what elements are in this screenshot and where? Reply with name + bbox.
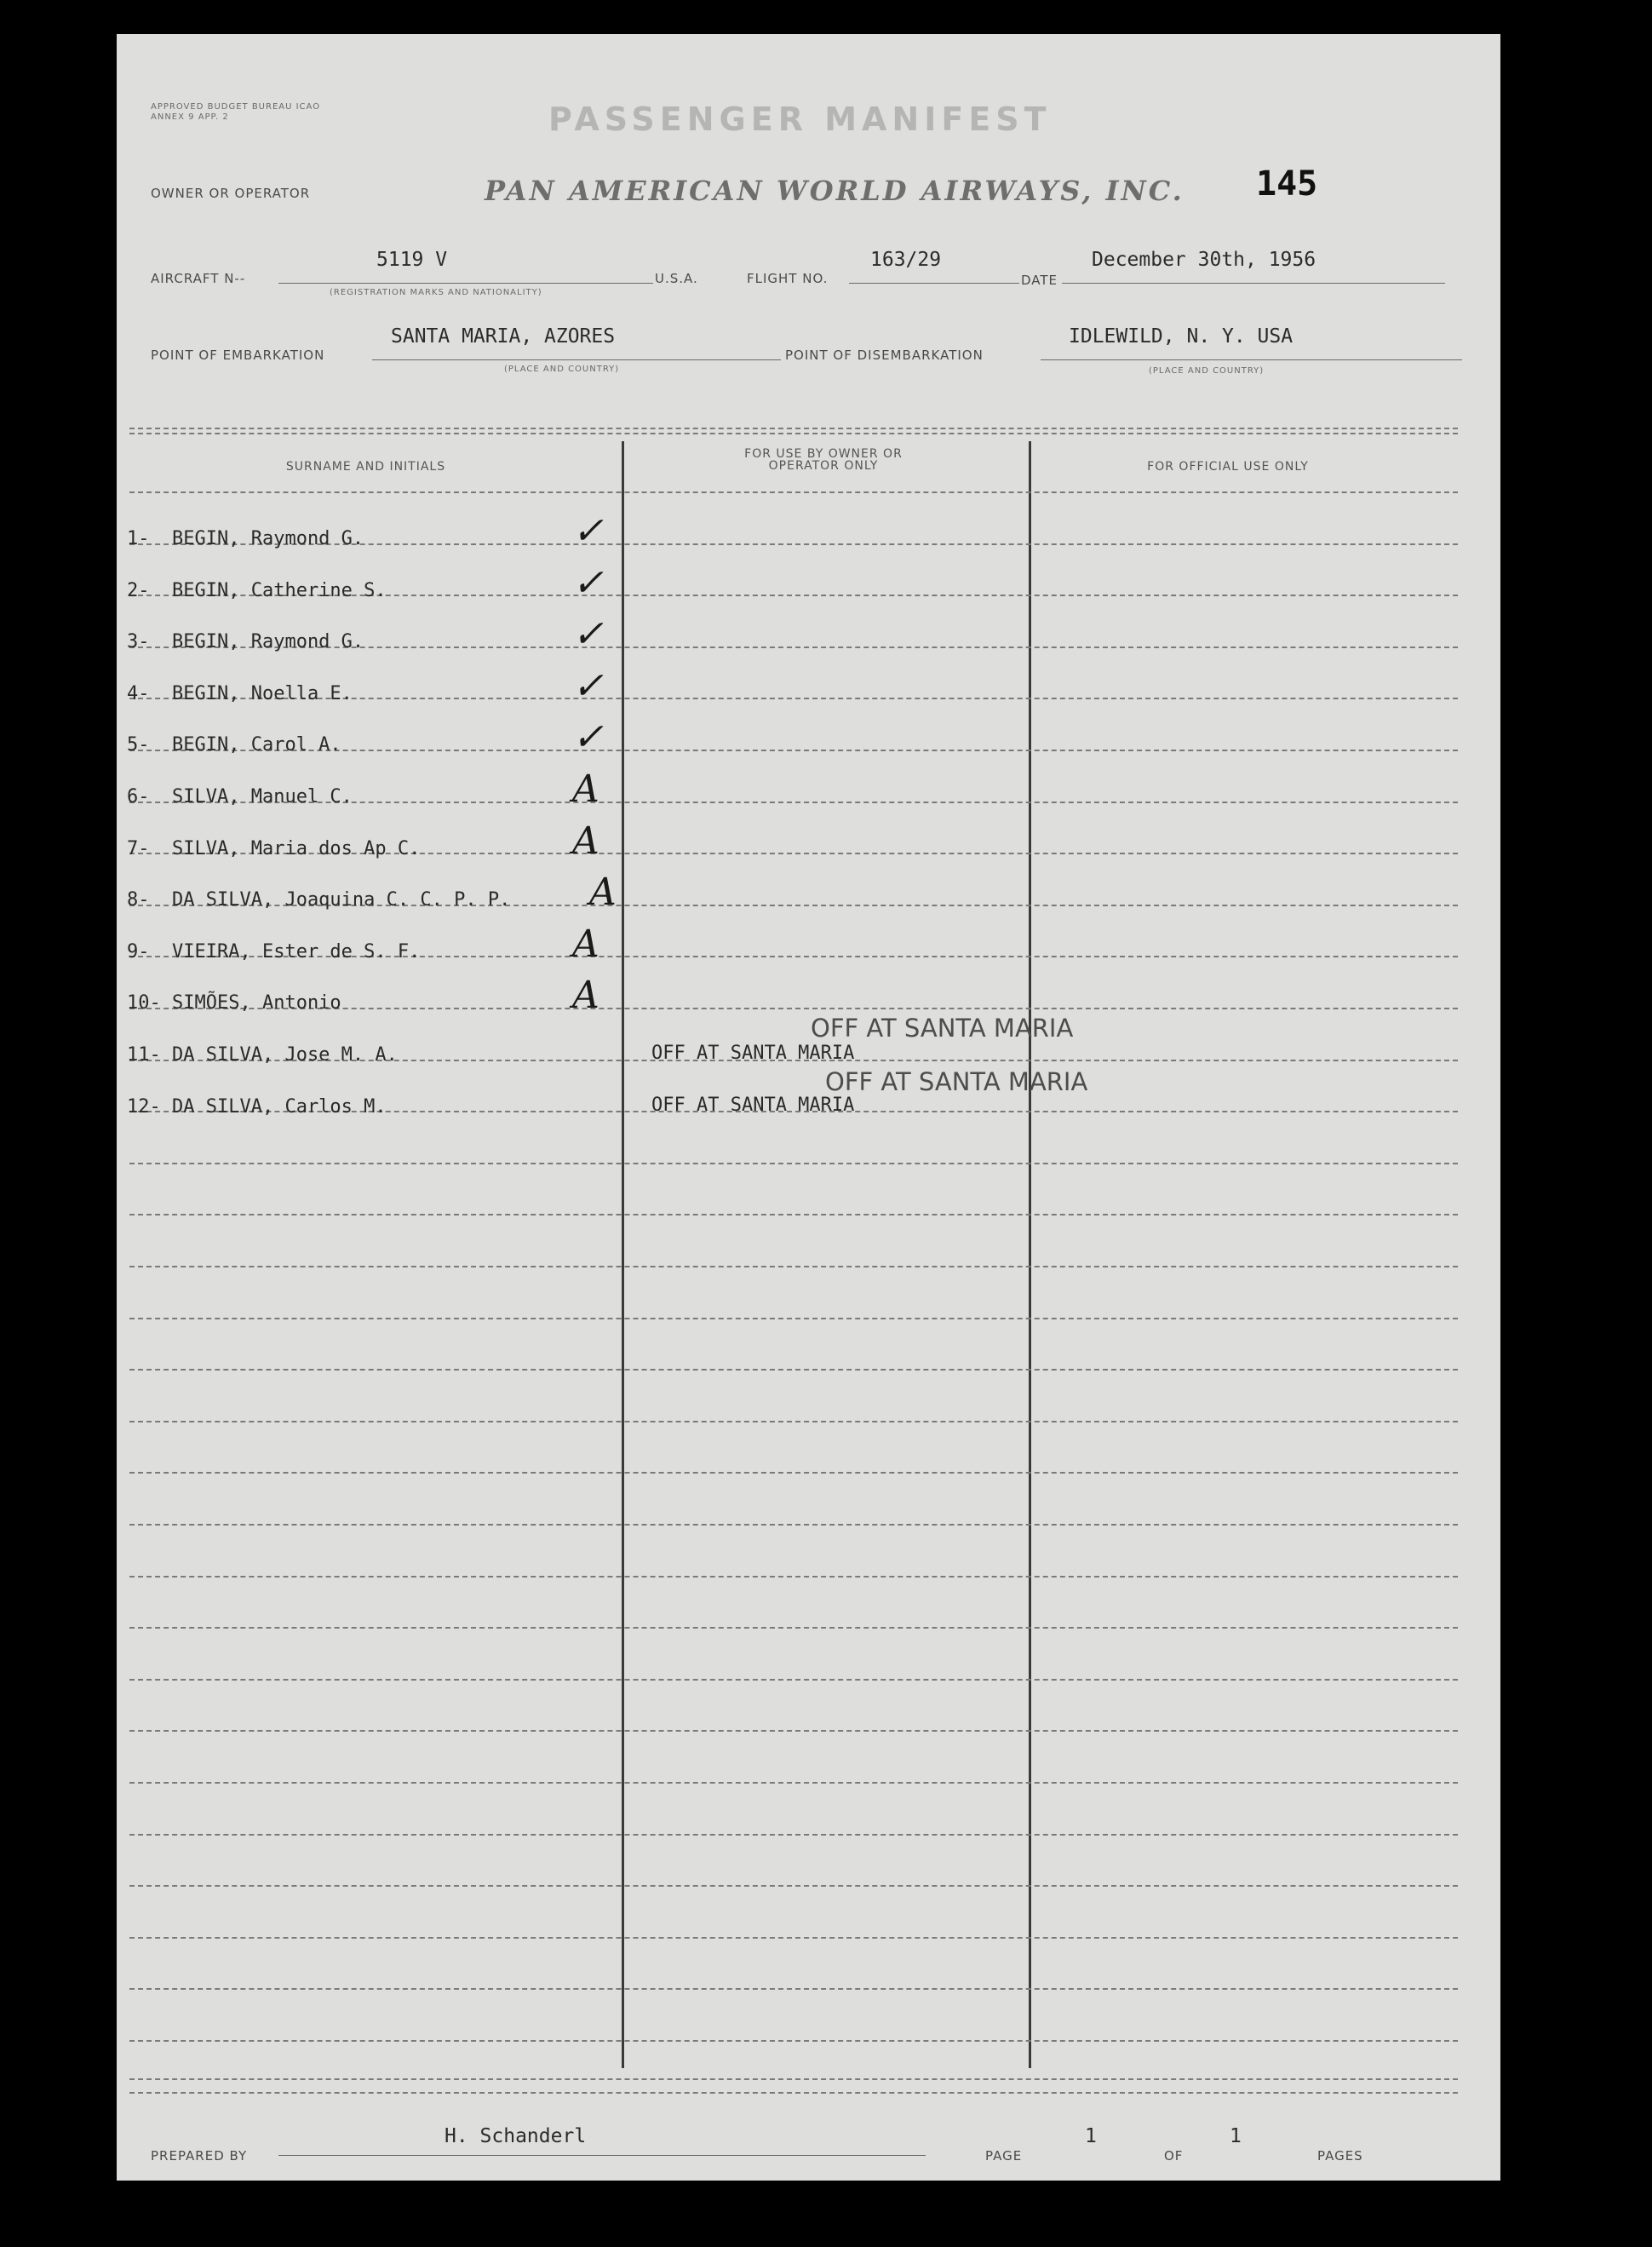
passenger-name: SILVA, Maria dos Ap C. xyxy=(172,837,421,859)
of-label: OF xyxy=(1164,2148,1184,2164)
page-stamp-number: 145 xyxy=(1256,164,1318,204)
passenger-name: BEGIN, Noella E. xyxy=(172,682,353,704)
prepared-by-underline xyxy=(278,2155,926,2156)
passenger-remark: OFF AT SANTA MARIA xyxy=(651,1043,855,1064)
row-rule xyxy=(129,1730,1458,1732)
check-mark: A xyxy=(572,922,599,966)
row-rule xyxy=(129,1885,1458,1887)
pages-label: PAGES xyxy=(1317,2148,1363,2164)
passenger-name: BEGIN, Catherine S. xyxy=(172,579,387,601)
check-mark: ✓ xyxy=(572,612,604,657)
row-rule xyxy=(129,1214,1458,1215)
disembarkation-value: IDLEWILD, N. Y. USA xyxy=(1069,325,1293,348)
row-rule xyxy=(129,1937,1458,1939)
flight-label: FLIGHT NO. xyxy=(747,271,829,286)
row-rule xyxy=(129,1576,1458,1577)
page-label: PAGE xyxy=(985,2148,1023,2164)
passenger-number: 4- xyxy=(127,682,150,704)
remark-stamp-1: OFF AT SANTA MARIA xyxy=(811,1014,1074,1043)
date-underline xyxy=(1062,283,1445,284)
footer-rule xyxy=(129,2078,1458,2080)
column-divider-2 xyxy=(1029,441,1031,2068)
check-mark: A xyxy=(572,767,599,811)
prepared-by-label: PREPARED BY xyxy=(151,2148,248,2164)
row-rule xyxy=(129,1627,1458,1629)
passenger-name: DA SILVA, Joaquina C. C. P. P. xyxy=(172,889,511,911)
passenger-number: 5- xyxy=(127,734,150,756)
check-mark: ✓ xyxy=(572,715,604,760)
row-rule xyxy=(129,1369,1458,1371)
check-mark: A xyxy=(589,871,617,915)
row-rule xyxy=(129,1421,1458,1422)
passenger-number: 6- xyxy=(127,786,150,807)
passenger-name: DA SILVA, Carlos M. xyxy=(172,1095,387,1118)
passenger-name: SILVA, Manuel C. xyxy=(172,786,353,807)
table-top-rule xyxy=(129,428,1458,429)
column-divider-1 xyxy=(622,441,624,2068)
disembarkation-label: POINT OF DISEMBARKATION xyxy=(785,348,984,363)
row-rule xyxy=(129,1782,1458,1784)
check-mark: ✓ xyxy=(572,664,604,708)
disembarkation-underline xyxy=(1041,359,1462,360)
manifest-sheet xyxy=(117,34,1500,2181)
aircraft-underline xyxy=(278,283,653,284)
passenger-name: DA SILVA, Jose M. A. xyxy=(172,1044,398,1066)
aircraft-value: 5119 V xyxy=(376,249,448,271)
row-rule xyxy=(129,491,1458,493)
check-mark: A xyxy=(572,974,599,1018)
document-title: PASSENGER MANIFEST xyxy=(548,101,1052,138)
disembarkation-sublabel: (PLACE AND COUNTRY) xyxy=(1149,366,1265,376)
row-rule xyxy=(129,1318,1458,1319)
usa-label: U.S.A. xyxy=(655,271,698,286)
embarkation-label: POINT OF EMBARKATION xyxy=(151,348,325,363)
passenger-number: 8- xyxy=(127,889,150,911)
passenger-number: 2- xyxy=(127,579,150,601)
column-header-owner-use: FOR USE BY OWNER OR OPERATOR ONLY xyxy=(744,447,903,473)
page-value: 1 xyxy=(1085,2125,1097,2147)
row-rule xyxy=(129,2092,1458,2094)
row-rule xyxy=(129,1266,1458,1267)
owner-label: OWNER OR OPERATOR xyxy=(151,186,311,201)
row-rule xyxy=(129,1163,1458,1164)
row-rule xyxy=(129,1524,1458,1526)
check-mark: ✓ xyxy=(572,560,604,605)
of-value: 1 xyxy=(1230,2125,1242,2147)
passenger-number: 10- xyxy=(127,992,161,1014)
passenger-number: 9- xyxy=(127,940,150,963)
embarkation-underline xyxy=(372,359,781,360)
row-rule xyxy=(129,1834,1458,1836)
aircraft-sublabel: (REGISTRATION MARKS AND NATIONALITY) xyxy=(330,288,542,297)
column-header-official: FOR OFFICIAL USE ONLY xyxy=(1147,460,1309,474)
row-rule xyxy=(129,1679,1458,1681)
passenger-number: 1- xyxy=(127,528,150,549)
passenger-number: 7- xyxy=(127,837,150,859)
check-mark: ✓ xyxy=(572,509,604,553)
row-rule xyxy=(129,1988,1458,1990)
flight-value: 163/29 xyxy=(870,249,942,271)
table-top-rule-2 xyxy=(129,433,1458,434)
passenger-number: 11- xyxy=(127,1044,161,1066)
aircraft-label: AIRCRAFT N-- xyxy=(151,271,246,286)
passenger-remark: OFF AT SANTA MARIA xyxy=(651,1094,855,1116)
embarkation-sublabel: (PLACE AND COUNTRY) xyxy=(504,365,620,374)
form-approval-note: APPROVED BUDGET BUREAU ICAO ANNEX 9 APP. 2 xyxy=(151,102,321,122)
row-rule xyxy=(129,2040,1458,2042)
embarkation-value: SANTA MARIA, AZORES xyxy=(391,325,616,348)
passenger-number: 12- xyxy=(127,1095,161,1118)
column-header-surname: SURNAME AND INITIALS xyxy=(285,460,446,474)
passenger-number: 3- xyxy=(127,631,150,653)
passenger-name: BEGIN, Carol A. xyxy=(172,734,341,756)
check-mark: A xyxy=(572,819,599,863)
date-value: December 30th, 1956 xyxy=(1092,249,1316,271)
passenger-name: VIEIRA, Ester de S. F. xyxy=(172,940,421,963)
remark-stamp-2: OFF AT SANTA MARIA xyxy=(825,1067,1088,1096)
flight-underline xyxy=(849,283,1019,284)
passenger-name: BEGIN, Raymond G. xyxy=(172,631,364,653)
row-rule xyxy=(129,1472,1458,1474)
date-label: DATE xyxy=(1021,273,1058,288)
prepared-by-value: H. Schanderl xyxy=(445,2125,587,2147)
passenger-name: BEGIN, Raymond G. xyxy=(172,528,364,549)
owner-value: PAN AMERICAN WORLD AIRWAYS, INC. xyxy=(485,175,1185,207)
passenger-name: SIMÕES, Antonio xyxy=(172,992,341,1014)
